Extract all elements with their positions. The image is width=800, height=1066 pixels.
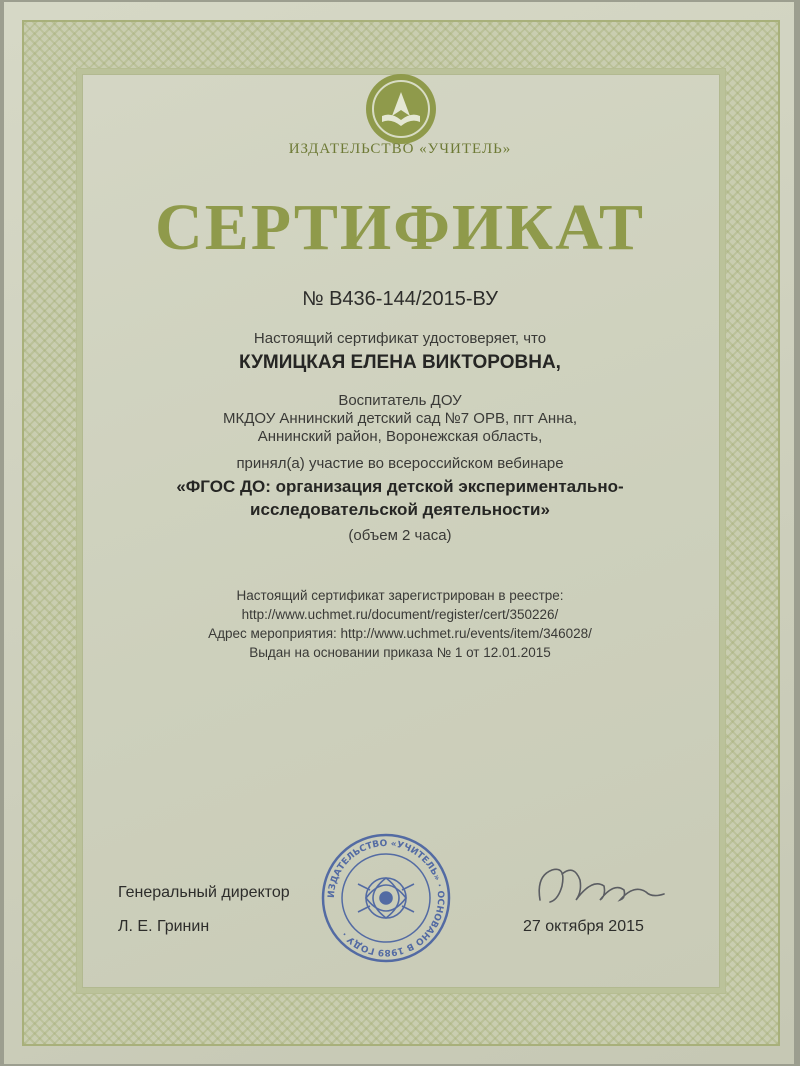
position-text: Воспитатель ДОУ [338,392,462,409]
publisher-name: ИЗДАТЕЛЬСТВО «УЧИТЕЛЬ» [288,141,512,157]
issue-date: 27 октября 2015 [523,918,644,935]
registry-line-1: Настоящий сертификат зарегистрирован в реестре: [236,588,564,603]
certificate-title: СЕРТИФИКАТ [155,191,645,264]
event-address: Адрес мероприятия: http://www.uchmet.ru/events/item/346028/ [208,626,592,641]
intro-text: Настоящий сертификат удостоверяет, что [253,330,547,347]
organization-line-1: МКДОУ Аннинский детский сад №7 ОРВ, пгт Анна, [222,410,578,427]
webinar-title-line-2: исследовательской деятельности» [250,500,550,519]
book-logo-icon [364,72,438,146]
volume-text: (объем 2 часа) [348,527,452,544]
publisher-stamp [320,832,452,964]
signatory-role: Генеральный директор [118,884,290,901]
organization-line-2: Аннинский район, Воронежская область, [257,428,543,445]
signatory-name: Л. Е. Гринин [118,918,210,935]
participation-text: принял(а) участие во всероссийском вебинаре [236,455,564,472]
certificate-number: № В436-144/2015-ВУ [302,288,498,310]
svg-text:ИЗДАТЕЛЬСТВО «УЧИТЕЛЬ» · ОСНОВ: ИЗДАТЕЛЬСТВО «УЧИТЕЛЬ» · ОСНОВАНО В 1989 ГОДУ · [326,838,446,958]
handwritten-signature [522,856,672,916]
webinar-title-line-1: «ФГОС ДО: организация детской экспериментально- [176,477,624,496]
recipient-name: КУМИЦКАЯ ЕЛЕНА ВИКТОРОВНА, [239,352,561,373]
issue-basis: Выдан на основании приказа № 1 от 12.01.2015 [249,645,551,660]
registry-url: http://www.uchmet.ru/document/register/cert/350226/ [241,607,559,622]
